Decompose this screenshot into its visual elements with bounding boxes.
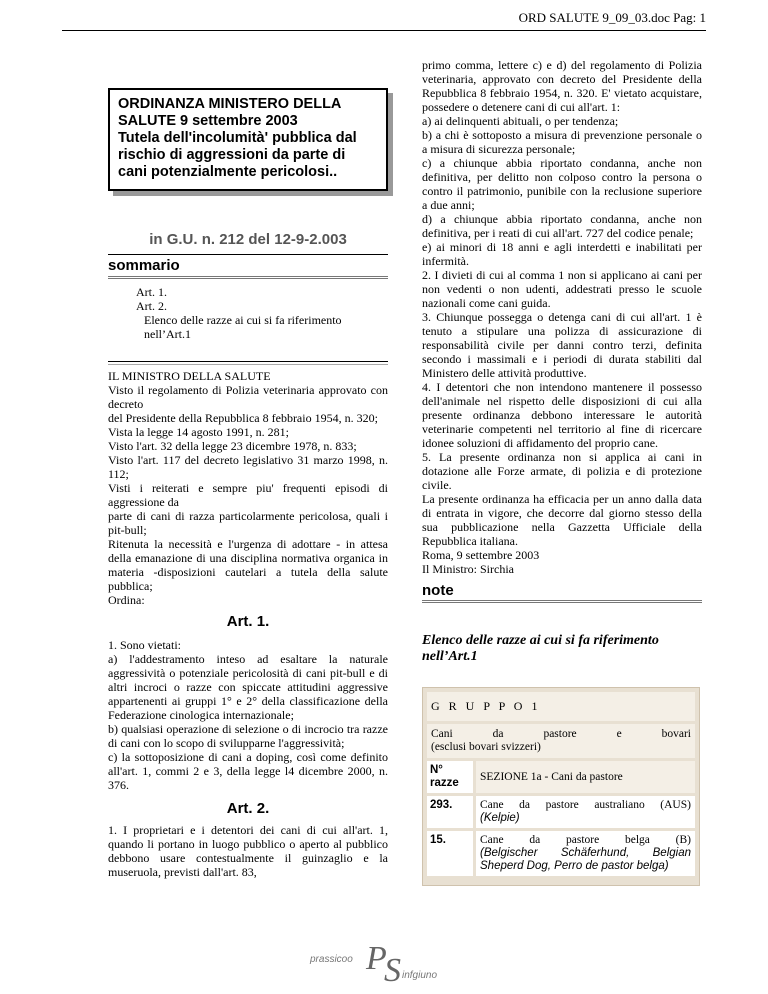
group-description	[427, 724, 695, 758]
preamble-paragraph: Ritenuta la necessità e l'urgenza di adottare - in attesa della emanazione di una disciplina normativa organica in materia -disposizioni cautelari a tutela della salute pubblica;	[108, 537, 388, 593]
title-line: ORDINANZA MINISTERO DELLA	[118, 96, 342, 112]
breed-word: (B)	[675, 834, 691, 846]
article-paragraph: c) la sottoposizione di cani a doping, così come definito all'art. 1, commi 2 e 3, della legge l4 dicembre 2000, n. 376.	[108, 750, 388, 792]
article-paragraph: 3. Chiunque possegga o detenga cani di cui all'art. 1 è tenuto a stipulare una polizza di assicurazione di responsabilità civile per danni contro terzi, definita secondo i massimali e i periodi di durata stabiliti dal Ministero delle attività produttive.	[422, 310, 702, 380]
preamble-paragraph: Vista la legge 14 agosto 1991, n. 281;	[108, 425, 289, 439]
article-paragraph: La presente ordinanza ha efficacia per un anno dalla data di entrata in vigore, che decorre dal giorno stesso della sua pubblicazione nella Gazzetta Ufficiale della Repubblica italiana.	[422, 492, 702, 548]
preamble-paragraph: parte di cani di razza particolarmente pericolosa, quali i pit-bull;	[108, 509, 388, 537]
summary-item[interactable]: Art. 2.	[136, 299, 167, 313]
breed-word: Cane	[480, 799, 504, 811]
group-description-word: bovari	[661, 728, 691, 740]
preamble-paragraph: Visto il regolamento di Polizia veterinaria approvato con decreto	[108, 383, 388, 411]
article-paragraph: d) a chiunque abbia riportato condanna, anche non definitiva, per i reati di cui all'art. 727 del codice penale;	[422, 212, 702, 240]
article-paragraph: primo comma, lettere c) e d) del regolamento di Polizia veterinaria, approvato con decreto del Presidente della Repubblica 8 febbraio 1954, n. 320. E' vietato acquistare, possedere o detenere cani di cui all'art. 1:	[422, 58, 702, 114]
breed-word: belga	[624, 834, 650, 846]
right-column	[422, 58, 702, 886]
summary-item[interactable]: Art. 1.	[136, 285, 167, 299]
logo-suffix: infgiuno	[402, 970, 438, 981]
breed-cell	[476, 796, 695, 828]
preamble-heading: IL MINISTRO DELLA SALUTE	[108, 369, 271, 383]
summary-subitem[interactable]: nell’Art.1	[144, 327, 191, 341]
summary-list	[136, 285, 388, 341]
table-header-row	[427, 761, 695, 793]
document-title-box	[108, 88, 388, 191]
group-description-word: da	[492, 728, 504, 740]
breed-table	[422, 687, 700, 886]
group-description-word: Cani	[431, 728, 453, 740]
group-description-word: pastore	[543, 728, 577, 740]
breed-word: Cane	[480, 834, 504, 846]
group-description-line: (esclusi bovari svizzeri)	[431, 741, 541, 753]
article-1-heading: Art. 1.	[226, 613, 270, 630]
footer-logo	[306, 940, 466, 990]
group-description-word: e	[616, 728, 622, 740]
preamble-paragraph: Ordina:	[108, 593, 145, 607]
summary-heading: sommario	[108, 255, 388, 279]
article-2-heading: Art. 2.	[226, 800, 270, 817]
breed-word: pastore	[545, 799, 579, 811]
preamble-paragraph: del Presidente della Repubblica 8 febbraio 1954, n. 320;	[108, 411, 378, 425]
signature-minister: Il Ministro: Sirchia	[422, 562, 514, 576]
breed-alt-name: (Belgischer Schäferhund, Belgian Sheperd Dog, Perro de pastor belga)	[480, 847, 691, 872]
article-paragraph: e) ai minori di 18 anni e agli interdetti e inabilitati per infermità.	[422, 240, 702, 268]
table-row	[427, 796, 695, 828]
article-paragraph: a) l'addestramento inteso ad esaltare la naturale aggressività o potenziale pericolosità di cani pit-bull e di altri incroci o razze con spiccate attitudini aggressive appartenenti ai gruppi 1° e 2° della classificazione della Federazione cinologica internazionale;	[108, 652, 388, 722]
gazzetta-reference: in G.U. n. 212 del 12-9-2.003	[149, 231, 347, 248]
preamble-paragraph: Visto l'art. 117 del decreto legislativo 31 marzo 1998, n. 112;	[108, 453, 388, 481]
page-header: ORD SALUTE 9_09_03.doc Pag: 1	[62, 10, 706, 31]
left-column	[108, 58, 388, 879]
title-line: rischio di aggressioni da parte di	[118, 147, 346, 163]
group-label: G R U P P O 1	[427, 692, 695, 721]
logo-letter-p: P	[366, 940, 387, 977]
table-row	[427, 831, 695, 876]
breed-word: pastore	[566, 834, 600, 846]
title-line: Tutela dell'incolumità' pubblica dal	[118, 130, 357, 146]
breed-word: australiano	[594, 799, 645, 811]
breed-number: 293.	[427, 796, 473, 828]
title-line: cani potenzialmente pericolosi..	[118, 164, 338, 180]
logo-letter-s: S	[384, 952, 401, 989]
section-header: SEZIONE 1a - Cani da pastore	[476, 761, 695, 793]
breed-list-title: Elenco delle razze ai cui si fa riferimento nell’Art.1	[422, 633, 659, 664]
breed-number: 15.	[427, 831, 473, 876]
column-header-number: N° razze	[427, 761, 473, 793]
article-paragraph: a) ai delinquenti abituali, o per tendenza;	[422, 114, 619, 128]
breed-alt-name: (Kelpie)	[480, 812, 520, 824]
signature-place-date: Roma, 9 settembre 2003	[422, 548, 540, 562]
article-paragraph: c) a chiunque abbia riportato condanna, anche non definitiva, per delitto non colposo contro la persona o contro il patrimonio, punibile con la reclusione superiore a due anni;	[422, 156, 702, 212]
article-paragraph: b) qualsiasi operazione di selezione o di incrocio tra razze di cani con lo scopo di svilupparne l'aggressività;	[108, 722, 388, 750]
breed-cell	[476, 831, 695, 876]
article-paragraph: b) a chi è sottoposto a misura di prevenzione personale o a misura di sicurezza personale;	[422, 128, 702, 156]
divider	[108, 361, 388, 365]
article-paragraph: 1. Sono vietati:	[108, 638, 181, 652]
title-line: SALUTE 9 settembre 2003	[118, 113, 298, 129]
breed-word: da	[529, 834, 541, 846]
article-paragraph: 1. I proprietari e i detentori dei cani di cui all'art. 1, quando li portano in luogo pubblico o aperto al pubblico debbono usare contestualmente il guinzaglio e la museruola, previsti dall'art. 83,	[108, 823, 388, 879]
logo-prefix: prassicoo	[310, 954, 353, 965]
preamble-paragraph: Visto l'art. 32 della legge 23 dicembre 1978, n. 833;	[108, 439, 357, 453]
article-paragraph: 2. I divieti di cui al comma 1 non si applicano ai cani per non vedenti o non udenti, addestrati presso le scuole nazionali come cani guida.	[422, 268, 702, 310]
notes-heading: note	[422, 582, 702, 603]
article-paragraph: 5. La presente ordinanza non si applica ai cani in dotazione alle Forze armate, di polizia e di protezione civile.	[422, 450, 702, 492]
preamble-paragraph: Visti i reiterati e sempre piu' frequenti episodi di aggressione da	[108, 481, 388, 509]
breed-word: da	[519, 799, 531, 811]
breed-word: (AUS)	[660, 799, 691, 811]
article-paragraph: 4. I detentori che non intendono mantenere il possesso dell'animale nel rispetto delle disposizioni di cui alla presente ordinanza debbono interessare le autorità veterinarie competenti nel territorio al fine di ricercare idonee soluzioni di affidamento del proprio cane.	[422, 380, 702, 450]
summary-subitem[interactable]: Elenco delle razze ai cui si fa riferimento	[144, 313, 342, 327]
